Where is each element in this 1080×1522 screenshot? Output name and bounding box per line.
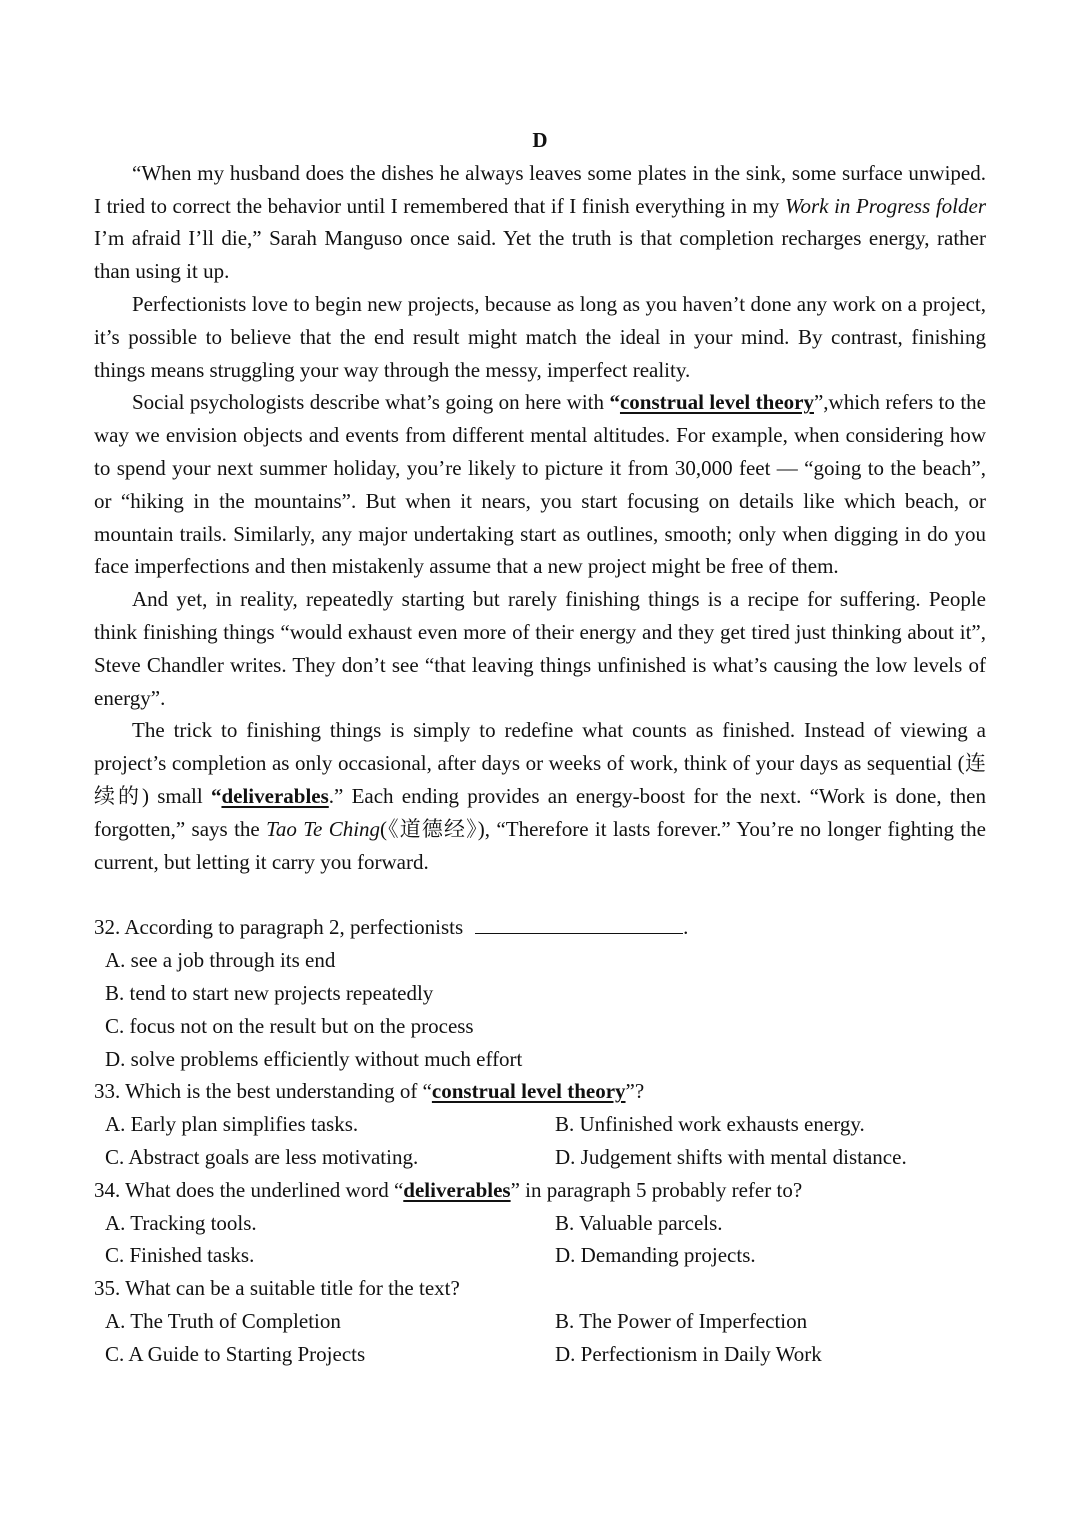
work-in-progress-italic: Work in Progress folder xyxy=(784,193,986,218)
paragraph-4: And yet, in reality, repeatedly starting but rarely finishing things is a recipe for suffering. People think finishing things “would exhaust even more of their energy and they get tired just thinking about it”, Steve Chandler writes. They don’t see “that leaving things unfinished is what’s causing the low levels of energy”. xyxy=(94,587,986,710)
deliverables-term: deliverables xyxy=(403,1177,511,1202)
option-a: A. The Truth of Completion xyxy=(105,1308,341,1333)
question-32-stem xyxy=(94,911,986,944)
option-a: A. Tracking tools. xyxy=(105,1210,257,1235)
paragraph-2: Perfectionists love to begin new projects, because as long as you haven’t done any work on a project, it’s possible to believe that the end result might match the ideal in your mind. By contrast, finishing things means struggling your way through the messy, imperfect reality. xyxy=(94,291,986,382)
answer-blank xyxy=(475,913,683,934)
paragraph-5 xyxy=(94,714,986,878)
question-32-period: . xyxy=(683,915,689,940)
question-33-stem xyxy=(94,1075,986,1108)
option-c: C. Abstract goals are less motivating. xyxy=(105,1144,419,1169)
passage xyxy=(94,157,986,879)
option-c: C. A Guide to Starting Projects xyxy=(105,1341,366,1366)
deliverables-term: deliverables xyxy=(221,783,329,808)
option-b: B. The Power of Imperfection xyxy=(555,1308,808,1333)
question-32-options xyxy=(94,944,986,1075)
question-32-text: 32. According to paragraph 2, perfectionists xyxy=(94,915,464,940)
paragraph-3-text-end: ”,which refers to the way we envision objects and events from different mental altitudes. For example, when considering how to spend your next summer holiday, you’re likely to picture it from 30,000 feet — “going to the beach”, or “hiking in the mountains”. But when it nears, you start focusing on details like which beach, or mountain trails. Similarly, any major undertaking start as outlines, smooth; only when digging in do you face imperfections and then mistakenly assume that a new project might be free of them. xyxy=(94,390,986,579)
paragraph-1-text: “When my husband does the dishes he always leaves some plates in the sink, some surface unwiped. I tried to correct the behavior until I remembered that if I finish everything in my xyxy=(94,160,986,218)
option-a: A. see a job through its end xyxy=(105,948,336,973)
option-a: A. Early plan simplifies tasks. xyxy=(105,1112,359,1137)
construal-level-theory-term: construal level theory xyxy=(431,1079,626,1104)
option-c: C. Finished tasks. xyxy=(105,1243,255,1268)
paragraph-1-text-end: I’m afraid I’ll die,” Sarah Manguso once said. Yet the truth is that completion recharges energy, rather than using it up. xyxy=(94,226,986,284)
option-d: D. Perfectionism in Daily Work xyxy=(555,1341,822,1366)
section-title: D xyxy=(532,128,548,152)
paragraph-3-text: Social psychologists describe what’s going on here with xyxy=(132,390,610,415)
question-32 xyxy=(94,911,986,1075)
question-33-text: 33. Which is the best understanding of “ xyxy=(94,1079,432,1104)
option-b: B. Valuable parcels. xyxy=(555,1210,723,1235)
question-34 xyxy=(94,1174,986,1272)
option-d: D. Demanding projects. xyxy=(555,1243,756,1268)
paragraph-5-text-mid: .” Each ending provides an energy-boost for the next. “Work is done, then forgotten,” says the xyxy=(94,783,986,841)
option-d: D. Judgement shifts with mental distance. xyxy=(555,1144,907,1169)
question-34-text: 34. What does the underlined word “ xyxy=(94,1177,404,1202)
option-c: C. focus not on the result but on the process xyxy=(105,1013,474,1038)
question-34-options xyxy=(94,1207,986,1273)
paragraph-1 xyxy=(94,157,986,288)
option-b: B. tend to start new projects repeatedly xyxy=(105,980,434,1005)
question-35-options xyxy=(94,1305,986,1371)
paragraph-3 xyxy=(94,386,986,583)
term-open-quote: “ xyxy=(210,783,222,808)
question-35 xyxy=(94,1272,986,1370)
option-b: B. Unfinished work exhausts energy. xyxy=(555,1112,865,1137)
option-d: D. solve problems efficiently without much effort xyxy=(105,1046,523,1071)
paragraph-5-text-end: (《道德经》), “Therefore it lasts forever.” You’re no longer fighting the current, but letting it carry you forward. xyxy=(94,816,986,874)
question-34-stem xyxy=(94,1174,986,1207)
tao-te-ching-italic: Tao Te Ching xyxy=(266,816,381,841)
question-35-stem: 35. What can be a suitable title for the text? xyxy=(94,1276,460,1301)
question-34-text-end: ” in paragraph 5 probably refer to? xyxy=(510,1177,803,1202)
paragraph-5-text: The trick to finishing things is simply to redefine what counts as finished. Instead of viewing a project’s completion as only occasional, after days or weeks of work, think of your days as sequential (连续的) small xyxy=(94,718,986,808)
term-open-quote: “ xyxy=(609,390,620,415)
questions xyxy=(94,911,986,1370)
question-33-options xyxy=(94,1108,986,1174)
construal-level-theory-term: construal level theory xyxy=(619,390,814,415)
question-33 xyxy=(94,1075,986,1173)
question-33-text-end: ”? xyxy=(625,1079,645,1104)
reading-page xyxy=(94,124,986,1370)
